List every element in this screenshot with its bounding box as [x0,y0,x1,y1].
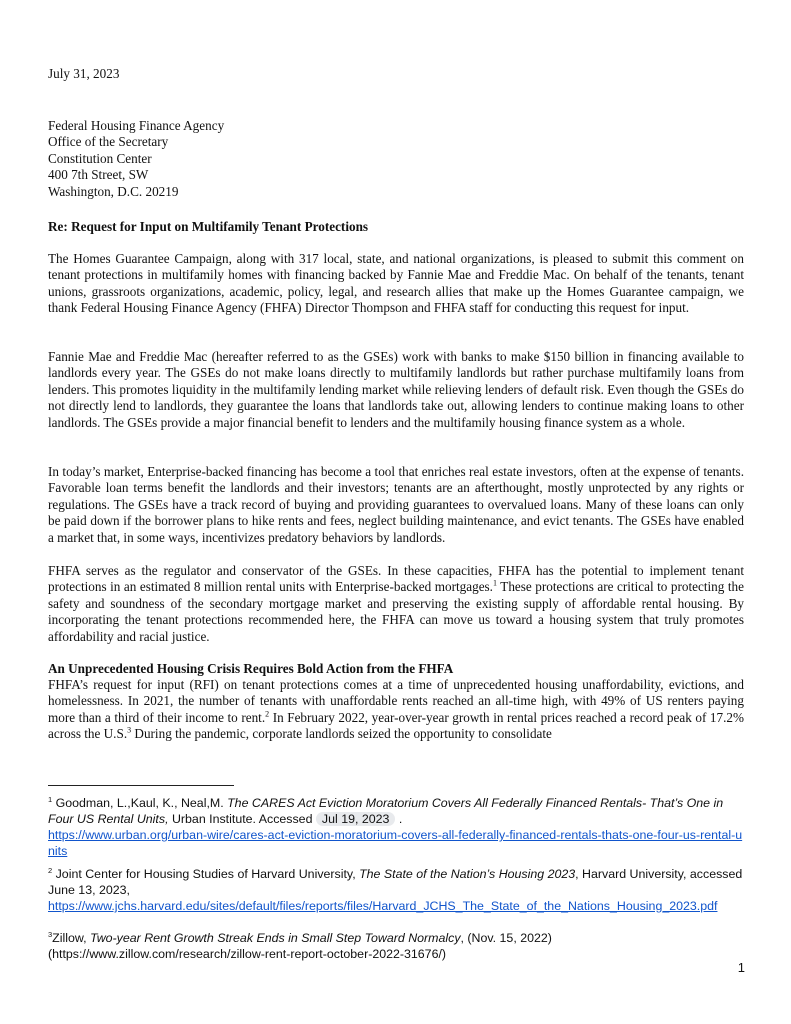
paragraph-text: These protections are critical to protecting the safety and soundness of the secondary mortgage market and preserving the existing supply of affordable rental housing. By incorporating the tenant protections recommended here, the FHFA can move us toward a housing system that truly promotes affordability and racial justice. [48,579,744,644]
subject-line: Re: Request for Input on Multifamily Tenant Protections [48,219,369,234]
footnote-publisher: Urban Institute. Accessed [168,812,316,826]
footnote-end: . [395,812,403,826]
footnote-1 [48,795,744,859]
footnote-source: Zillow, [52,931,91,945]
footnote-link[interactable]: https://www.jchs.harvard.edu/sites/default/files/reports/files/Harvard_JCHS_The_State_of_the_Nations_Housing_2023.pdf [48,899,718,913]
address-line: Office of the Secretary [48,134,169,150]
footnote-rest: , (Nov. 15, 2022) (https://www.zillow.com/research/zillow-rent-report-october-2022-31676/) [48,931,552,961]
footnote-divider [48,785,234,786]
paragraph-gses: Fannie Mae and Freddie Mac (hereafter referred to as the GSEs) work with banks to make $150 billion in financing available to landlords every year. The GSEs do not make loans directly to multifamily landlords but rather purchase multifamily loans from lenders. This promotes liquidity in the multifamily lending market while relieving lenders of default risk. Even though the GSEs do not directly lend to landlords, they guarantee the loans that landlords take out, allowing lenders to continue making loans to other landlords. The GSEs provide a major financial benefit to lenders and the multifamily housing finance system as a whole. [48,349,744,430]
address-line: 400 7th Street, SW [48,167,149,183]
paragraph-market: In today’s market, Enterprise-backed financing has become a tool that enriches real estate investors, often at the expense of tenants. Favorable loan terms benefit the landlords and their investors; tenants are an afterthought, mostly unprotected by any rights or regulations. The GSEs have a track record of buying and providing guarantees to overvalued loans. Many of these loans can only be paid down if the borrower plans to hike rents and fees, neglect building maintenance, and evict tenants. The GSEs have enabled a market that, in some ways, incentivizes predatory behaviors by landlords. [48,464,744,545]
date-chip[interactable]: Jul 19, 2023 [316,812,396,826]
footnote-source: Joint Center for Housing Studies of Harvard University, [52,867,360,881]
paragraph-fhfa-role [48,563,744,645]
footnote-authors: Goodman, L.,Kaul, K., Neal,M. [52,796,228,810]
recipient-address [48,118,744,200]
footnote-link[interactable]: https://www.urban.org/urban-wire/cares-act-eviction-moratorium-covers-all-federally-financed-rentals-thats-one-four-us-rental-units [48,828,743,858]
address-line: Washington, D.C. 20219 [48,183,179,199]
paragraph-text: FHFA serves as the regulator and conservator of the GSEs. In these capacities, FHFA has the potential to implement tenant protections in an estimated 8 million rental units with Enterprise-backed mortgages. [48,563,744,595]
footnote-number: 2 [48,865,53,875]
paragraph-text: During the pandemic, corporate landlords seized the opportunity to consolidate [131,726,552,742]
footnote-ref[interactable]: 2 [265,709,270,719]
paragraph-text: In February 2022, year-over-year growth in rental prices reached a record peak of 17.2% across the U.S. [48,709,744,742]
footnote-title: Two-year Rent Growth Streak Ends in Small Step Toward Normalcy [90,931,461,945]
footnote-title: The State of the Nation’s Housing 2023 [359,867,576,881]
paragraph-intro: The Homes Guarantee Campaign, along with 317 local, state, and national organizations, is pleased to submit this comment on tenant protections in multifamily homes with financing backed by Fannie Mae and Freddie Mac. On behalf of the tenants, tenant unions, grassroots organizations, academic, policy, legal, and research allies that make up the Homes Guarantee campaign, we thank Federal Housing Finance Agency (FHFA) Director Thompson and FHFA staff for conducting this request for input. [48,251,744,316]
footnote-number: 3 [48,929,53,939]
footnote-number: 1 [48,794,53,804]
paragraph-crisis [48,677,744,743]
page-number: 1 [737,960,745,975]
paragraph-text: FHFA’s request for input (RFI) on tenant protections comes at a time of unprecedented housing unaffordability, evictions, and homelessness. In 2021, the number of tenants with unaffordable rents reached an all-time high, with 49% of US renters paying more than a third of their income to rent. [48,677,744,725]
footnote-3 [48,930,744,962]
footnote-rest: , Harvard University, accessed June 13, 2023, [48,867,743,897]
address-line: Federal Housing Finance Agency [48,118,225,133]
footnote-ref[interactable]: 3 [127,725,132,735]
footnote-ref[interactable]: 1 [492,579,497,589]
letter-date: July 31, 2023 [48,66,120,81]
footnote-2 [48,866,744,914]
section-heading: An Unprecedented Housing Crisis Requires Bold Action from the FHFA [48,661,454,676]
address-line: Constitution Center [48,150,152,166]
footnote-title: The CARES Act Eviction Moratorium Covers All Federally Financed Rentals- That’s One in Four US Rental Units, [48,796,724,826]
